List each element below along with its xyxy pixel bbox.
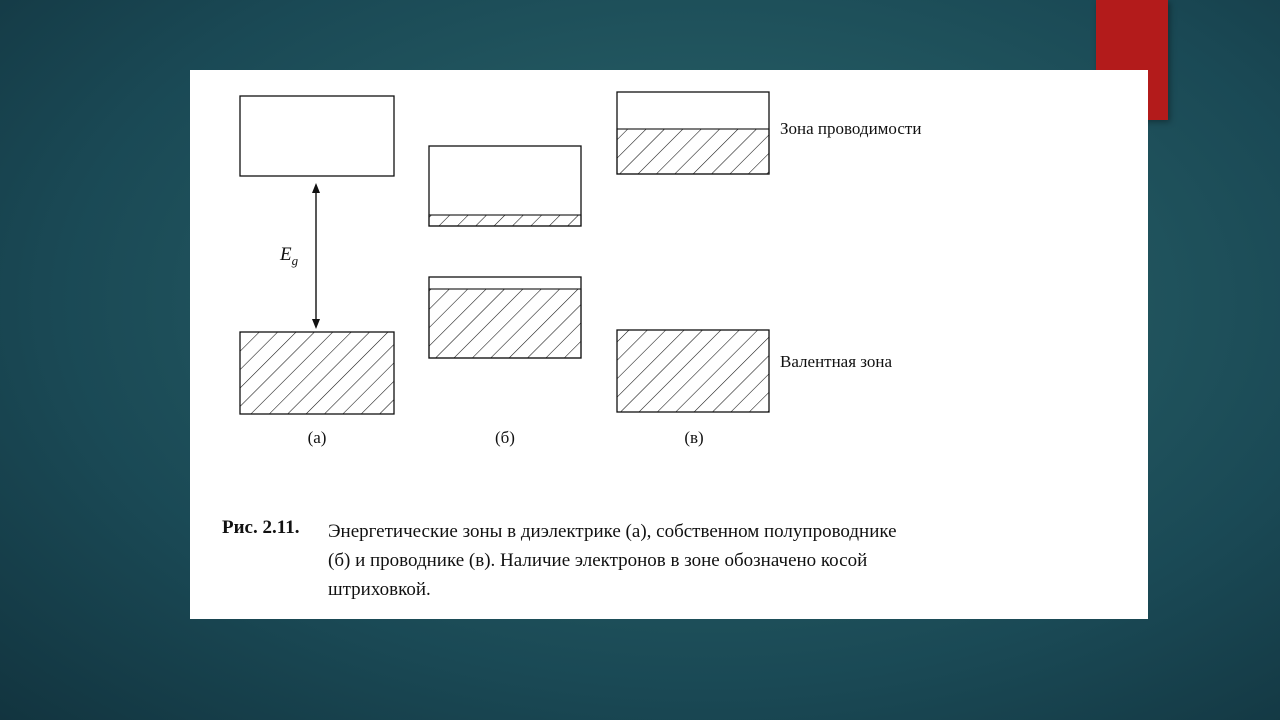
panel-a-label: (а) — [307, 428, 327, 447]
band-gap-label: $E_g$ — [280, 244, 299, 268]
panel-a-conduction-band — [240, 96, 394, 176]
band-diagram-figure — [190, 70, 1148, 619]
panel-b-valence-electrons — [429, 289, 581, 358]
panel-c-conduction-electrons — [617, 129, 769, 174]
panel-b-conduction-band — [429, 146, 581, 226]
caption-number: Рис. 2.11. — [222, 517, 300, 538]
panel-c-label: (в) — [684, 428, 704, 447]
panel-b-conduction-electrons — [429, 215, 581, 226]
caption-text: Энергетические зоны в диэлектрике (а), собственном полупроводнике (б) и проводнике (в). Наличие электронов в зоне обозначено косой штриховкой. — [328, 521, 897, 600]
panel-c-valence-band — [617, 330, 769, 412]
conduction-band-label: Зона проводимости — [780, 119, 922, 138]
panel-a-valence-band — [240, 332, 394, 414]
valence-band-label: Валентная зона — [780, 352, 893, 371]
panel-b-label: (б) — [495, 428, 515, 447]
